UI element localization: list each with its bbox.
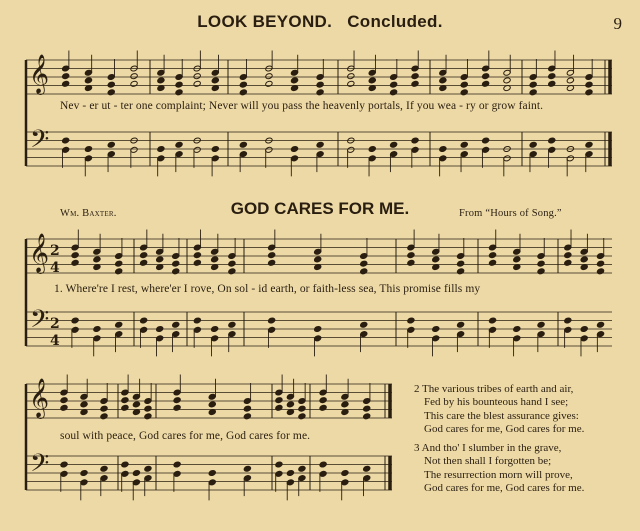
note-head bbox=[268, 259, 276, 266]
note-head bbox=[193, 259, 201, 266]
note-head bbox=[71, 252, 79, 259]
note-head bbox=[489, 317, 497, 324]
note-head bbox=[319, 404, 327, 411]
note-head bbox=[100, 405, 108, 412]
note-head bbox=[597, 268, 605, 275]
note-head bbox=[115, 260, 123, 267]
note-head bbox=[319, 397, 327, 404]
note-head bbox=[239, 89, 247, 96]
note-head bbox=[341, 470, 349, 477]
note-head bbox=[115, 321, 123, 328]
note-head bbox=[239, 141, 247, 148]
note-head bbox=[432, 256, 440, 263]
note-head bbox=[290, 146, 298, 153]
note-head bbox=[368, 77, 376, 84]
note-head bbox=[243, 413, 251, 420]
hymn2-lyrics-line2: soul with peace, God cares for me, God cares for me. bbox=[60, 430, 311, 442]
note-head bbox=[347, 80, 355, 87]
note-head bbox=[140, 252, 148, 259]
note-head bbox=[460, 89, 468, 96]
note-head bbox=[80, 470, 88, 477]
note-head bbox=[439, 146, 447, 153]
note-head bbox=[363, 413, 371, 420]
note-head bbox=[275, 397, 283, 404]
note-head bbox=[407, 259, 415, 266]
note-head bbox=[62, 137, 70, 144]
note-head bbox=[564, 252, 572, 259]
note-head bbox=[529, 141, 537, 148]
note-head bbox=[144, 413, 152, 420]
note-head bbox=[71, 317, 79, 324]
note-head bbox=[460, 81, 468, 88]
note-head bbox=[175, 141, 183, 148]
note-head bbox=[144, 465, 152, 472]
note-head bbox=[290, 77, 298, 84]
page-number: 9 bbox=[613, 14, 622, 33]
note-head bbox=[140, 259, 148, 266]
note-head bbox=[93, 326, 101, 333]
verse-3 bbox=[414, 442, 636, 495]
note-head bbox=[585, 81, 593, 88]
note-head bbox=[390, 89, 398, 96]
note-head bbox=[175, 89, 183, 96]
time-signature-bottom: 4 bbox=[50, 260, 60, 276]
note-head bbox=[173, 404, 181, 411]
note-head bbox=[537, 268, 545, 275]
note-head bbox=[363, 465, 371, 472]
note-head bbox=[156, 326, 164, 333]
note-head bbox=[107, 89, 115, 96]
note-head bbox=[268, 317, 276, 324]
time-signature-bottom: 4 bbox=[50, 333, 60, 349]
note-head bbox=[439, 77, 447, 84]
note-head bbox=[529, 89, 537, 96]
verse-line: God cares for me, God cares for me. bbox=[424, 482, 585, 495]
note-head bbox=[314, 326, 322, 333]
hymn2-title: GOD CARES FOR ME. bbox=[230, 199, 410, 218]
verse-line: 2 The various tribes of earth and air, bbox=[414, 383, 574, 395]
note-head bbox=[130, 73, 138, 80]
note-head bbox=[93, 256, 101, 263]
note-head bbox=[157, 146, 165, 153]
note-head bbox=[298, 465, 306, 472]
note-head bbox=[228, 260, 236, 267]
note-head bbox=[548, 137, 556, 144]
note-head bbox=[140, 317, 148, 324]
bass-clef-icon: 𝄢 bbox=[30, 449, 50, 484]
note-head bbox=[107, 81, 115, 88]
note-head bbox=[580, 326, 588, 333]
note-head bbox=[80, 401, 88, 408]
note-head bbox=[107, 141, 115, 148]
note-head bbox=[100, 413, 108, 420]
note-head bbox=[211, 77, 219, 84]
note-head bbox=[175, 81, 183, 88]
note-head bbox=[132, 470, 140, 477]
hymn2-verses bbox=[414, 383, 636, 501]
note-head bbox=[157, 77, 165, 84]
note-head bbox=[173, 397, 181, 404]
note-head bbox=[265, 80, 273, 87]
hymn2-lyrics-line1: 1. Where're I rest, where'er I rove, On sol - id earth, or faith-less sea, This promise fills my bbox=[54, 283, 481, 295]
note-head bbox=[347, 73, 355, 80]
note-head bbox=[548, 80, 556, 87]
note-head bbox=[71, 259, 79, 266]
note-head bbox=[132, 401, 140, 408]
note-head bbox=[564, 259, 572, 266]
note-head bbox=[130, 80, 138, 87]
verse-line: 3 And tho' I slumber in the grave, bbox=[414, 442, 562, 455]
note-head bbox=[193, 80, 201, 87]
note-head bbox=[60, 461, 68, 468]
note-head bbox=[390, 81, 398, 88]
note-head bbox=[243, 465, 251, 472]
note-head bbox=[100, 465, 108, 472]
treble-clef-icon: 𝄞 bbox=[29, 378, 50, 418]
note-head bbox=[115, 268, 123, 275]
note-head bbox=[597, 321, 605, 328]
note-head bbox=[548, 73, 556, 80]
note-head bbox=[457, 260, 465, 267]
note-head bbox=[457, 268, 465, 275]
note-head bbox=[316, 141, 324, 148]
time-signature-top: 2 bbox=[50, 316, 60, 332]
hymn1-title-text: LOOK BEYOND. bbox=[197, 12, 333, 31]
note-head bbox=[121, 397, 129, 404]
note-head bbox=[298, 405, 306, 412]
note-head bbox=[585, 89, 593, 96]
note-head bbox=[597, 260, 605, 267]
treble-clef-icon: 𝄞 bbox=[29, 54, 50, 94]
note-head bbox=[363, 405, 371, 412]
note-head bbox=[489, 252, 497, 259]
note-head bbox=[298, 413, 306, 420]
note-head bbox=[537, 321, 545, 328]
note-head bbox=[411, 73, 419, 80]
note-head bbox=[84, 146, 92, 153]
note-head bbox=[193, 73, 201, 80]
note-head bbox=[265, 73, 273, 80]
note-head bbox=[503, 77, 511, 84]
verse-line: This care the blest assurance gives: bbox=[424, 409, 579, 422]
note-head bbox=[172, 321, 180, 328]
verse-line: Not then shall I forgotten be; bbox=[424, 455, 552, 468]
note-head bbox=[529, 81, 537, 88]
note-head bbox=[457, 321, 465, 328]
note-head bbox=[193, 317, 201, 324]
note-head bbox=[513, 326, 521, 333]
note-head bbox=[482, 137, 490, 144]
note-head bbox=[156, 256, 164, 263]
note-head bbox=[228, 321, 236, 328]
note-head bbox=[513, 256, 521, 263]
note-head bbox=[537, 260, 545, 267]
note-head bbox=[121, 404, 129, 411]
note-head bbox=[482, 73, 490, 80]
note-head bbox=[407, 317, 415, 324]
bass-clef-icon: 𝄢 bbox=[30, 125, 50, 160]
note-head bbox=[62, 80, 70, 87]
note-head bbox=[580, 256, 588, 263]
note-head bbox=[84, 77, 92, 84]
note-head bbox=[193, 252, 201, 259]
note-head bbox=[411, 137, 419, 144]
verse-line: God cares for me, God cares for me. bbox=[424, 422, 585, 435]
verse-line: The resurrection morn will prove, bbox=[424, 468, 573, 481]
verse-line: Fed by his bounteous hand I see; bbox=[424, 396, 569, 409]
note-head bbox=[228, 268, 236, 275]
note-head bbox=[172, 260, 180, 267]
note-head bbox=[368, 146, 376, 153]
note-head bbox=[460, 141, 468, 148]
note-head bbox=[360, 321, 368, 328]
note-head bbox=[275, 461, 283, 468]
note-head bbox=[208, 401, 216, 408]
note-head bbox=[407, 252, 415, 259]
note-head bbox=[360, 260, 368, 267]
hymn1-lyrics: Nev - er ut - ter one complaint; Never will you pass the heavenly portals, If you wea - ry or grow faint. bbox=[60, 100, 544, 112]
note-head bbox=[314, 256, 322, 263]
note-head bbox=[360, 268, 368, 275]
treble-clef-icon: 𝄞 bbox=[29, 233, 50, 273]
note-head bbox=[482, 80, 490, 87]
note-head bbox=[121, 461, 129, 468]
note-head bbox=[566, 77, 574, 84]
note-head bbox=[239, 81, 247, 88]
note-head bbox=[144, 405, 152, 412]
note-head bbox=[173, 461, 181, 468]
note-head bbox=[341, 401, 349, 408]
bass-clef-icon: 𝄢 bbox=[30, 305, 50, 340]
note-head bbox=[211, 146, 219, 153]
note-head bbox=[489, 259, 497, 266]
hymn1-subtitle: Concluded. bbox=[347, 12, 443, 31]
note-head bbox=[60, 404, 68, 411]
note-head bbox=[211, 326, 219, 333]
verse-2 bbox=[414, 383, 636, 436]
note-head bbox=[390, 141, 398, 148]
note-head bbox=[585, 141, 593, 148]
note-head bbox=[319, 461, 327, 468]
note-head bbox=[208, 470, 216, 477]
hymn2-source: From “Hours of Song.” bbox=[459, 208, 562, 219]
note-head bbox=[432, 326, 440, 333]
note-head bbox=[211, 256, 219, 263]
note-head bbox=[172, 268, 180, 275]
note-head bbox=[275, 404, 283, 411]
note-head bbox=[316, 89, 324, 96]
note-head bbox=[268, 252, 276, 259]
note-head bbox=[286, 470, 294, 477]
hymn2-composer: Wm. Baxter. bbox=[60, 208, 117, 219]
note-head bbox=[564, 317, 572, 324]
note-head bbox=[316, 81, 324, 88]
note-head bbox=[286, 401, 294, 408]
note-head bbox=[243, 405, 251, 412]
note-head bbox=[60, 397, 68, 404]
note-head bbox=[411, 80, 419, 87]
note-head bbox=[62, 73, 70, 80]
time-signature-top: 2 bbox=[50, 243, 60, 259]
hymn1-title bbox=[0, 12, 640, 32]
